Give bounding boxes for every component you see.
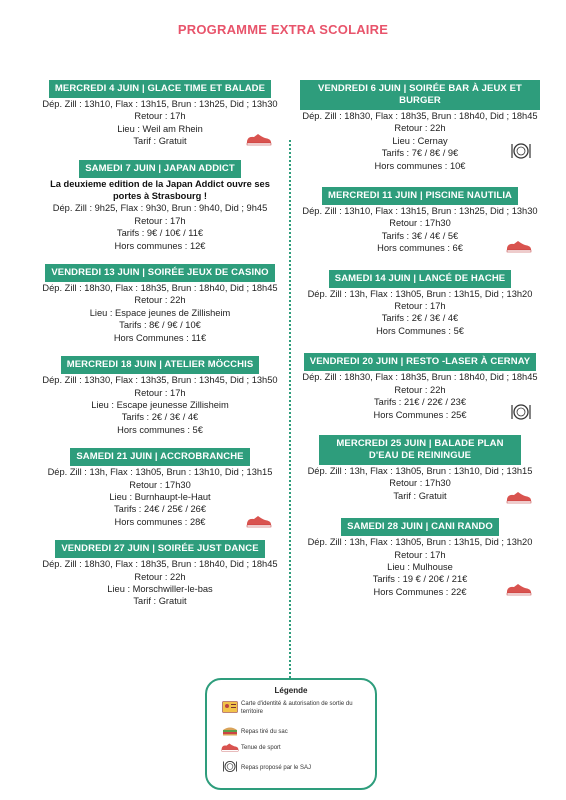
event-line: Lieu : Espace jeunes de Zillisheim xyxy=(89,307,231,318)
event-card xyxy=(300,435,540,502)
event-line: Tarif : Gratuit xyxy=(133,136,187,147)
event-line: Hors communes : 10€ xyxy=(374,160,466,171)
event-line: Retour : 17h xyxy=(394,549,446,560)
sport-shoe-icon xyxy=(506,582,532,596)
event-line: Retour : 17h xyxy=(134,215,186,226)
event-line: Dép. Zill : 13h, Flax : 13h05, Brun : 13h10, Did ; 13h15 xyxy=(47,467,273,478)
event-line: Hors Communes : 11€ xyxy=(113,332,207,343)
event-card xyxy=(300,185,540,255)
event-line: Hors Communes : 22€ xyxy=(373,586,467,597)
event-line: Dép. Zill : 18h30, Flax : 18h35, Brun : 18h40, Did ; 18h45 xyxy=(302,372,538,383)
event-line: Hors Communes : 5€ xyxy=(376,325,464,336)
event-header: MERCREDI 25 JUIN | BALADE PLAN D'EAU DE REININGUE xyxy=(319,435,521,465)
event-line: Dép. Zill : 18h30, Flax : 18h35, Brun : 18h40, Did ; 18h45 xyxy=(42,559,278,570)
sport-shoe-icon xyxy=(506,239,532,253)
event-line: Dép. Zill : 9h25, Flax : 9h30, Brun : 9h40, Did ; 9h45 xyxy=(52,203,268,214)
sport-shoe-icon xyxy=(219,742,241,754)
event-line: Tarifs : 2€ / 3€ / 4€ xyxy=(381,313,459,324)
event-line: Tarifs : 24€ / 25€ / 26€ xyxy=(114,504,206,515)
event-line: Dép. Zill : 18h30, Flax : 18h35, Brun : 18h40, Did ; 18h45 xyxy=(302,111,538,121)
event-line: Tarifs : 19 € / 20€ / 21€ xyxy=(372,574,468,585)
event-header: VENDREDI 20 JUIN | RESTO -LASER À CERNAY xyxy=(304,353,536,371)
event-card xyxy=(40,446,280,528)
event-card xyxy=(40,538,280,608)
page-title: PROGRAMME EXTRA SCOLAIRE xyxy=(177,22,389,37)
legend-box xyxy=(205,678,377,790)
legend-item xyxy=(219,742,365,754)
right-column xyxy=(300,80,540,608)
event-line: Tarif : Gratuit xyxy=(393,490,447,501)
event-line: Tarifs : 3€ / 4€ / 5€ xyxy=(381,230,459,241)
legend-text: Repas tiré du sac xyxy=(241,729,288,735)
event-line: Tarif : Gratuit xyxy=(133,596,187,607)
id-card-icon xyxy=(219,701,241,715)
event-line: Retour : 17h xyxy=(134,387,186,398)
event-line: Hors communes : 28€ xyxy=(114,516,206,527)
event-card xyxy=(40,158,280,252)
event-line: Retour : 22h xyxy=(394,384,446,395)
plate-icon xyxy=(219,760,241,775)
event-line: Lieu : Cernay xyxy=(392,135,448,146)
event-line: Retour : 17h xyxy=(134,111,186,122)
sport-shoe-icon xyxy=(246,514,272,528)
event-line: Tarifs : 2€ / 3€ / 4€ xyxy=(121,412,199,423)
legend-title: Légende xyxy=(274,686,308,695)
event-header: MERCREDI 11 JUIN | PISCINE NAUTILIA xyxy=(322,187,518,205)
legend-text: Tenue de sport xyxy=(241,745,281,751)
sport-shoe-icon xyxy=(246,132,272,146)
legend-item xyxy=(219,700,365,716)
event-header: SAMEDI 7 JUIN | JAPAN ADDICT xyxy=(79,160,241,178)
event-header: SAMEDI 28 JUIN | CANI RANDO xyxy=(341,518,499,536)
event-line: Retour : 22h xyxy=(134,571,186,582)
event-line: Retour : 17h30 xyxy=(389,218,451,229)
event-line: Dép. Zill : 13h30, Flax : 13h35, Brun : 13h45, Did ; 13h50 xyxy=(42,375,278,386)
event-card xyxy=(300,516,540,598)
event-line: Dép. Zill : 13h10, Flax : 13h15, Brun : 13h25, Did ; 13h30 xyxy=(302,206,538,217)
event-line: Retour : 22h xyxy=(134,295,186,306)
event-line: Retour : 17h30 xyxy=(389,478,451,489)
sport-shoe-icon xyxy=(506,490,532,504)
event-line: Lieu : Mulhouse xyxy=(387,561,453,572)
event-line: Dép. Zill : 18h30, Flax : 18h35, Brun : 18h40, Did ; 18h45 xyxy=(42,283,278,294)
event-line: Retour : 22h xyxy=(394,123,446,134)
event-line: Tarifs : 21€ / 22€ / 23€ xyxy=(374,397,466,408)
event-header: MERCREDI 18 JUIN | ATELIER MÖCCHIS xyxy=(61,356,260,374)
event-header: VENDREDI 27 JUIN | SOIRÉE JUST DANCE xyxy=(55,540,264,558)
legend-text: Repas proposé par le SAJ xyxy=(241,764,312,771)
event-card xyxy=(40,78,280,148)
event-line: Lieu : Escape jeunesse Zillisheim xyxy=(91,399,229,410)
event-header: SAMEDI 14 JUIN | LANCÉ DE HACHE xyxy=(329,270,511,288)
plate-icon xyxy=(510,142,532,160)
event-card xyxy=(40,262,280,344)
event-line: Tarifs : 8€ / 9€ / 10€ xyxy=(119,320,201,331)
event-card xyxy=(40,354,280,436)
event-line: Hors communes : 6€ xyxy=(377,243,463,254)
event-description: La deuxieme edition de la Japan Addict ouvre ses portes à Strasbourg ! xyxy=(50,178,270,202)
left-column xyxy=(40,78,280,618)
legend-item xyxy=(219,760,365,775)
legend-text: Carte d'identité & autorisation de sortie du territoire xyxy=(241,701,353,715)
column-divider xyxy=(289,140,291,730)
event-line: Hors Communes : 25€ xyxy=(373,409,467,420)
event-line: Dép. Zill : 13h10, Flax : 13h15, Brun : 13h25, Did ; 13h30 xyxy=(42,99,278,109)
event-line: Retour : 17h xyxy=(394,301,446,312)
event-line: Hors communes : 5€ xyxy=(117,424,203,435)
event-line: Dép. Zill : 13h, Flax : 13h05, Brun : 13h15, Did ; 13h20 xyxy=(307,288,533,299)
event-header: MERCREDI 4 JUIN | GLACE TIME ET BALADE xyxy=(49,80,271,98)
event-line: Dép. Zill : 13h, Flax : 13h05, Brun : 13h15, Did ; 13h20 xyxy=(307,537,533,548)
plate-icon xyxy=(510,403,532,421)
event-header: SAMEDI 21 JUIN | ACCROBRANCHE xyxy=(70,448,249,466)
event-line: Tarifs : 7€ / 8€ / 9€ xyxy=(381,148,459,159)
event-line: Retour : 17h30 xyxy=(129,479,191,490)
event-header: VENDREDI 13 JUIN | SOIRÉE JEUX DE CASINO xyxy=(45,264,274,282)
event-line: Lieu : Weil am Rhein xyxy=(117,123,203,134)
event-card xyxy=(300,268,540,338)
sandwich-icon xyxy=(219,726,241,738)
event-line: Dép. Zill : 13h, Flax : 13h05, Brun : 13h10, Did ; 13h15 xyxy=(307,465,533,476)
event-card xyxy=(300,80,540,172)
event-header: VENDREDI 6 JUIN | SOIRÉE BAR À JEUX ET BURGER xyxy=(300,80,540,110)
event-line: Tarifs : 9€ / 10€ / 11€ xyxy=(116,228,204,239)
legend-item xyxy=(219,726,365,738)
event-line: Lieu : Morschwiller-le-bas xyxy=(107,583,213,594)
event-line: Lieu : Burnhaupt-le-Haut xyxy=(109,491,211,502)
event-card xyxy=(300,351,540,421)
event-line: Hors communes : 12€ xyxy=(114,240,206,251)
